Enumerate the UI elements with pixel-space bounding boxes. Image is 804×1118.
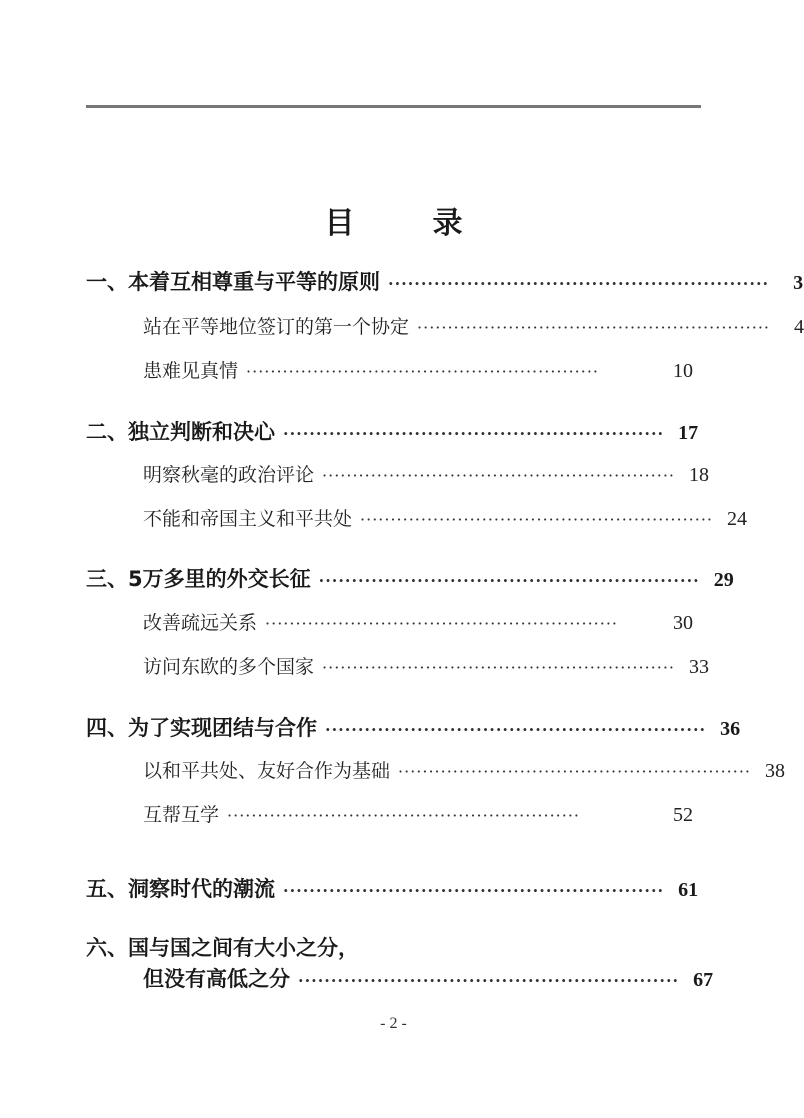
toc-entry-page: 10 bbox=[673, 360, 693, 382]
toc-entry-label: 但没有高低之分 bbox=[143, 967, 290, 991]
toc-entry-section[interactable] bbox=[0, 608, 787, 638]
toc-entry-label: 改善疏远关系 bbox=[143, 612, 258, 634]
toc-entry-chapter-1[interactable] bbox=[0, 266, 804, 296]
toc-entry-page: 30 bbox=[673, 612, 693, 634]
leader-dots: ·························································· bbox=[246, 362, 599, 381]
header-rule bbox=[86, 105, 701, 108]
toc-entry-page: 3 bbox=[793, 272, 804, 294]
toc-entry-page: 36 bbox=[720, 718, 741, 740]
toc-entry-label: 患难见真情 bbox=[143, 360, 239, 382]
toc-entry-page: 33 bbox=[689, 656, 709, 678]
leader-dots: ·························································· bbox=[398, 762, 751, 781]
leader-dots: ·························································· bbox=[298, 971, 680, 990]
toc-entry-section[interactable] bbox=[0, 312, 804, 342]
toc-entry-page: 24 bbox=[727, 508, 747, 530]
toc-entry-label: 访问东欧的多个国家 bbox=[143, 656, 315, 678]
leader-dots: ·························································· bbox=[388, 274, 770, 293]
toc-entry-chapter-6-line-1[interactable] bbox=[0, 932, 787, 962]
toc-entry-label: 明察秋毫的政治评论 bbox=[143, 464, 315, 486]
toc-entry-page: 38 bbox=[765, 760, 785, 782]
toc-entry-label: 五、洞察时代的潮流 bbox=[86, 877, 275, 901]
toc-entry-chapter-2[interactable] bbox=[0, 416, 787, 446]
title-char-2: 录 bbox=[432, 206, 463, 241]
toc-title bbox=[0, 198, 787, 242]
toc-entry-label: 站在平等地位签订的第一个协定 bbox=[143, 316, 410, 338]
leader-dots: ·························································· bbox=[360, 510, 713, 529]
toc-entry-section[interactable] bbox=[0, 800, 787, 830]
toc-entry-page: 17 bbox=[678, 422, 699, 444]
toc-entry-section[interactable] bbox=[0, 504, 787, 534]
toc-entry-label: 不能和帝国主义和平共处 bbox=[143, 508, 353, 530]
toc-entry-section[interactable] bbox=[0, 356, 787, 386]
toc-entry-label: 二、独立判断和决心 bbox=[86, 420, 275, 444]
toc-entry-page: 18 bbox=[689, 464, 709, 486]
toc-entry-label: 互帮互学 bbox=[143, 804, 220, 826]
toc-entry-chapter-6-line-2[interactable] bbox=[0, 963, 787, 993]
page-number-footer: - 2 - bbox=[380, 1015, 407, 1032]
leader-dots: ·························································· bbox=[283, 881, 665, 900]
toc-entry-chapter-5[interactable] bbox=[0, 873, 787, 903]
toc-entry-label: 六、国与国之间有大小之分， bbox=[86, 936, 359, 960]
leader-dots: ·························································· bbox=[265, 614, 618, 633]
leader-dots: ·························································· bbox=[318, 571, 700, 590]
toc-entry-label: 三、5万多里的外交长征 bbox=[86, 567, 311, 591]
toc-entry-label: 一、本着互相尊重与平等的原则 bbox=[86, 270, 380, 294]
toc-entry-chapter-4[interactable] bbox=[0, 712, 787, 742]
leader-dots: ·························································· bbox=[417, 318, 770, 337]
toc-entry-section[interactable] bbox=[0, 460, 787, 490]
toc-entry-page: 67 bbox=[693, 969, 714, 991]
toc-entry-label: 以和平共处、友好合作为基础 bbox=[143, 760, 391, 782]
toc-entry-chapter-3[interactable] bbox=[0, 563, 787, 593]
leader-dots: ·························································· bbox=[322, 658, 675, 677]
toc-entry-section[interactable] bbox=[0, 756, 787, 786]
leader-dots: ·························································· bbox=[227, 806, 580, 825]
toc-entry-section[interactable] bbox=[0, 652, 787, 682]
toc-entry-page: 52 bbox=[673, 804, 693, 826]
leader-dots: ·························································· bbox=[325, 720, 707, 739]
title-char-1: 目 bbox=[324, 206, 355, 241]
leader-dots: ·························································· bbox=[283, 424, 665, 443]
toc-entry-page: 4 bbox=[794, 316, 804, 338]
toc-entry-page: 29 bbox=[713, 569, 734, 591]
toc-entry-label: 四、为了实现团结与合作 bbox=[86, 716, 317, 740]
toc-entry-page: 61 bbox=[678, 879, 699, 901]
leader-dots: ·························································· bbox=[322, 466, 675, 485]
